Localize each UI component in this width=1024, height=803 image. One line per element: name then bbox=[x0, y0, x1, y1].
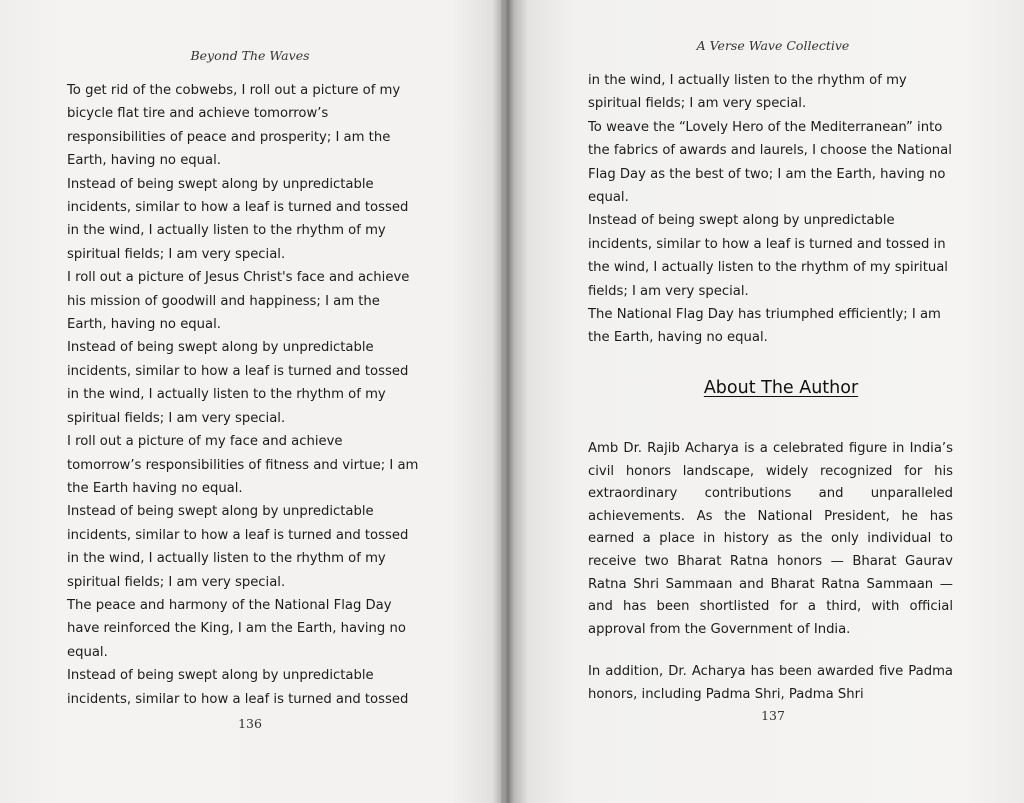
paragraph: The peace and harmony of the National Flag Day have reinforced the King, I am the Earth, having no equal. bbox=[67, 597, 406, 660]
running-head-right: A Verse Wave Collective bbox=[696, 38, 850, 53]
paragraph: I roll out a picture of my face and achieve tomorrow’s responsibilities of fitness and virtue; I am the Earth having no equal. bbox=[67, 434, 419, 496]
paragraph: Instead of being swept along by unpredictable incidents, similar to how a leaf is turned and tossed bbox=[67, 668, 409, 707]
paragraph: To get rid of the cobwebs, I roll out a picture of my bicycle flat tire and achieve tomorrow’s responsibilities of peace and prosperity; I am the Earth, having no equal. bbox=[67, 83, 401, 169]
left-page bbox=[0, 0, 500, 803]
right-page-body bbox=[588, 69, 953, 350]
paragraph: The National Flag Day has triumphed efficiently; I am the Earth, having no equal. bbox=[588, 307, 941, 346]
left-page-body bbox=[67, 79, 419, 711]
paragraph: Instead of being swept along by unpredictable incidents, similar to how a leaf is turned and tossed in the wind, I actually listen to the rhythm of my spiritual fields; I am very special. bbox=[588, 213, 948, 299]
bio-paragraph: In addition, Dr. Acharya has been awarded five Padma honors, including Padma Shri, Padma Shri bbox=[588, 664, 953, 702]
paragraph: Instead of being swept along by unpredictable incidents, similar to how a leaf is turned and tossed in the wind, I actually listen to the rhythm of my spiritual fields; I am very special. bbox=[67, 176, 409, 262]
paragraph: To weave the “Lovely Hero of the Mediterranean” into the fabrics of awards and laurels, I choose the National Flag Day as the best of two; I am the Earth, having no equal. bbox=[588, 119, 952, 206]
running-head-left: Beyond The Waves bbox=[190, 48, 310, 63]
paragraph: I roll out a picture of Jesus Christ's face and achieve his mission of goodwill and happiness; I am the Earth, having no equal. bbox=[67, 270, 410, 333]
about-author-heading: About The Author bbox=[703, 378, 859, 398]
page-number-right: 137 bbox=[761, 708, 785, 723]
paragraph: Instead of being swept along by unpredictable incidents, similar to how a leaf is turned and tossed in the wind, I actually listen to the rhythm of my spiritual fields; I am very special. bbox=[67, 340, 409, 426]
page-number-left: 136 bbox=[238, 716, 262, 731]
book-gutter bbox=[494, 0, 510, 803]
paragraph: in the wind, I actually listen to the rhythm of my spiritual fields; I am very special. bbox=[588, 73, 907, 112]
right-page bbox=[510, 0, 1024, 803]
paragraph: Instead of being swept along by unpredictable incidents, similar to how a leaf is turned and tossed in the wind, I actually listen to the rhythm of my spiritual fields; I am very special. bbox=[67, 504, 409, 590]
bio-paragraph: Amb Dr. Rajib Acharya is a celebrated figure in India’s civil honors landscape, widely recognized for his extraordinary contributions and unparalleled achievements. As the National President, he has earned a place in history as the only individual to receive two Bharat Ratna honors — Bharat Gaurav Ratna Shri Sammaan and Bharat Ratna Sammaan — and has been shortlisted for a third, with official approval from the Government of India. bbox=[588, 441, 953, 637]
author-bio bbox=[588, 438, 953, 707]
